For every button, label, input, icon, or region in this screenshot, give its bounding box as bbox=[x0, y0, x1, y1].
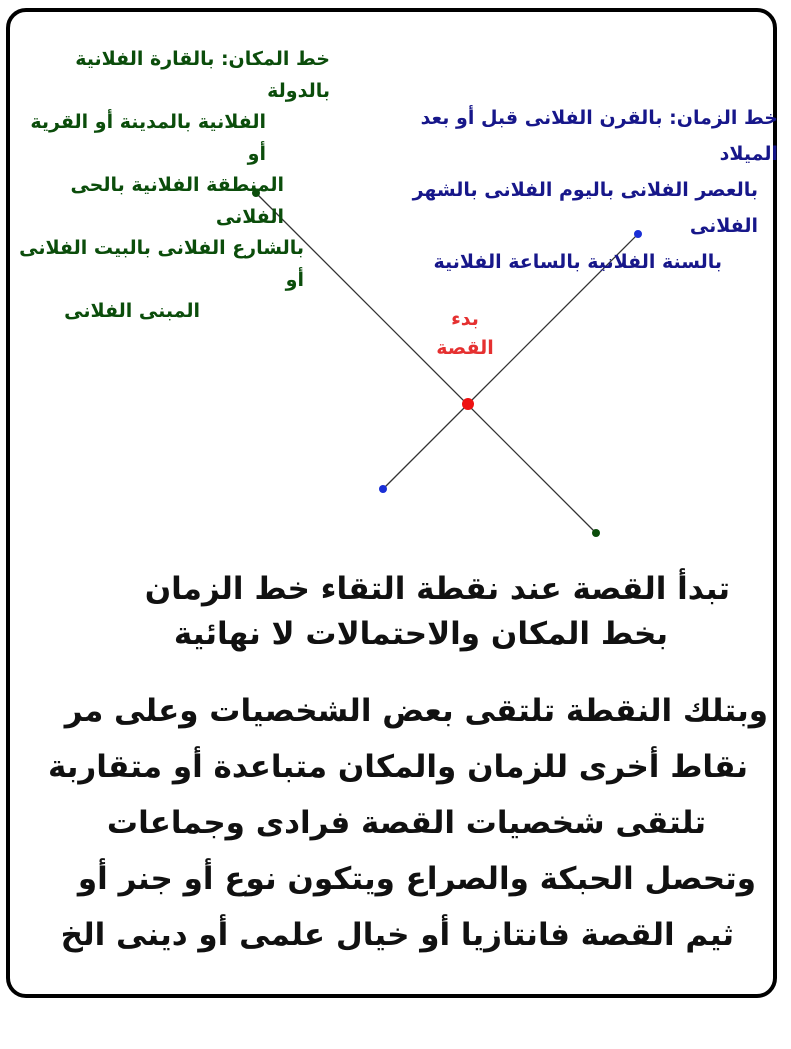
story-start-label-line: بدء bbox=[451, 308, 479, 330]
place-line-label-line: المبنى الفلانى bbox=[64, 300, 200, 322]
body-line: ثيم القصة فانتازيا أو خيال علمى أو دينى الخ bbox=[60, 917, 734, 953]
story-start-label bbox=[420, 305, 510, 363]
time-line-label bbox=[370, 100, 778, 280]
place-line-label-line: خط المكان: بالقارة الفلانية بالدولة bbox=[75, 48, 330, 102]
intro-paragraph bbox=[10, 567, 768, 657]
time-line-label-line: بالعصر الفلانى باليوم الفلانى بالشهر الفلانى bbox=[412, 179, 758, 237]
body-paragraph bbox=[10, 683, 768, 963]
body-line: وبتلك النقطة تلتقى بعض الشخصيات وعلى مر bbox=[64, 693, 768, 729]
time-line-label-line: بالسنة الفلانية بالساعة الفلانية bbox=[433, 251, 722, 273]
body-line: نقاط أخرى للزمان والمكان متباعدة أو متقاربة bbox=[47, 749, 748, 785]
place-line-label-line: بالشارع الفلانى بالبيت الفلانى أو bbox=[19, 237, 304, 291]
intro-line: تبدأ القصة عند نقطة التقاء خط الزمان bbox=[144, 571, 730, 607]
body-line: وتحصل الحبكة والصراع ويتكون نوع أو جنر أو bbox=[77, 861, 756, 897]
intro-line: بخط المكان والاحتمالات لا نهائية bbox=[173, 616, 668, 652]
place-line-label-line: المنطقة الفلانية بالحى الفلانى bbox=[70, 174, 284, 228]
story-start-label-line: القصة bbox=[436, 337, 494, 359]
story-start-point bbox=[462, 398, 474, 410]
place-line-label-line: الفلانية بالمدينة أو القرية أو bbox=[30, 111, 266, 165]
time-line-label-line: خط الزمان: بالقرن الفلانى قبل أو بعد الميلاد bbox=[420, 107, 778, 165]
body-line: تلتقى شخصيات القصة فرادى وجماعات bbox=[106, 805, 706, 841]
place-line-end-point bbox=[592, 529, 600, 537]
place-line-label bbox=[8, 44, 330, 328]
time-line-end-point bbox=[379, 485, 387, 493]
